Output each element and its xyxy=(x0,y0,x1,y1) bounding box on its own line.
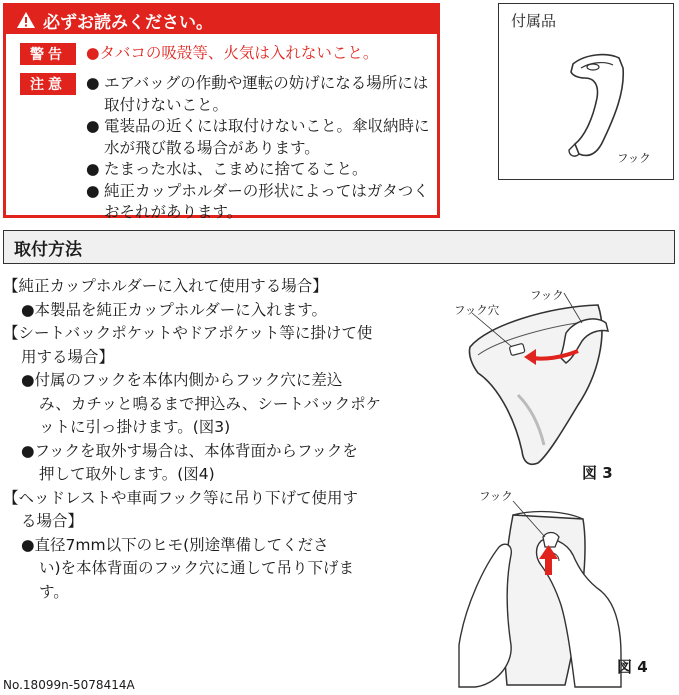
instruction-item: ●フックを取外す場合は、本体背面からフックを xyxy=(21,441,358,460)
instruction-item-cont: い)を本体背面のフック穴に通して吊り下げま xyxy=(39,559,354,577)
caution-item: ● 電装品の近くには取付けないこと。傘収納時に水が飛び散る場合があります。 xyxy=(86,117,430,157)
hook-illustration xyxy=(545,46,645,166)
instruction-item: ●直径7mm以下のヒモ(別途準備してくださ xyxy=(21,535,329,554)
instruction-item-cont: 押して取外します。(図4) xyxy=(39,465,215,483)
model-number: No.18099n-5078414A xyxy=(3,678,135,692)
instruction-item: ●付属のフックを本体内側からフック穴に差込 xyxy=(21,371,343,389)
figure-4-caption: 図 4 xyxy=(617,658,648,676)
caution-item: ● たまった水は、こまめに捨てること。 xyxy=(86,160,368,178)
figure-3-hole-label: フック穴 xyxy=(454,303,500,317)
instruction-item-cont: み、カチッと鳴るまで押込み、シートバックポケ xyxy=(39,394,382,413)
instruction-heading-cont: 用する場合】 xyxy=(21,347,115,366)
instruction-item-cont: ットに引っ掛けます。(図3) xyxy=(39,418,231,436)
figure-4-illustration xyxy=(455,495,625,690)
warning-text: ●タバコの吸殻等、火気は入れないこと。 xyxy=(86,44,379,62)
instruction-item: ●本製品を純正カップホルダーに入れます。 xyxy=(21,300,328,319)
figure-4-hook-label: フック xyxy=(479,489,513,503)
instruction-heading-cont: る場合】 xyxy=(21,512,84,530)
section-header: 取付方法 xyxy=(3,230,675,264)
caution-item: ● 純正カップホルダーの形状によってはガタつくおそれがあります。 xyxy=(86,181,429,221)
instructions xyxy=(3,275,413,604)
figure-3-caption: 図 3 xyxy=(582,464,613,482)
figure-3-hook-label: フック xyxy=(530,288,564,302)
instruction-item-cont: す。 xyxy=(39,582,69,601)
accessory-hook-label: フック xyxy=(617,151,651,165)
accessory-box xyxy=(498,3,674,180)
warning-box xyxy=(3,3,440,221)
warning-header xyxy=(6,6,437,34)
warning-title: 必ずお読みください。 xyxy=(43,12,213,33)
instruction-heading: 【純正カップホルダーに入れて使用する場合】 xyxy=(3,277,328,295)
accessory-title: 付属品 xyxy=(511,12,557,30)
caution-list xyxy=(86,73,431,224)
warning-triangle-icon xyxy=(16,11,36,29)
caution-item: ● エアバッグの作動や運転の妨げになる場所には取付けないこと。 xyxy=(86,74,429,114)
warning-badge: 警告 xyxy=(20,43,76,65)
caution-badge: 注意 xyxy=(20,73,76,95)
instruction-heading: 【シートバックポケットやドアポケット等に掛けて使 xyxy=(3,324,373,342)
instruction-heading: 【ヘッドレストや車両フック等に吊り下げて使用す xyxy=(3,488,358,507)
